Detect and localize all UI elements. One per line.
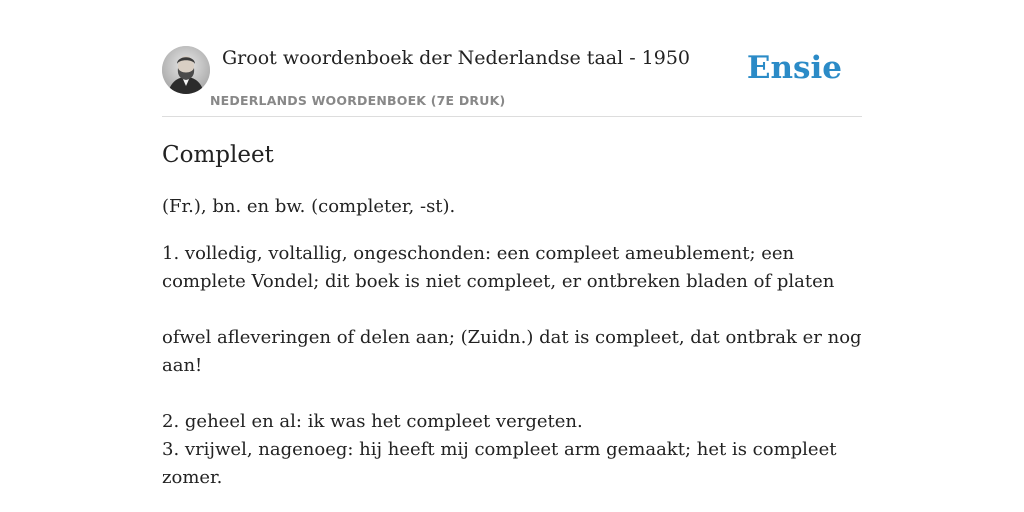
brand-logo-link[interactable]: Ensie: [746, 50, 842, 86]
paragraph-gap: [162, 296, 862, 324]
definition-line: 1. volledig, voltallig, ongeschonden: een compleet ameublement; een complete Vondel; dit boek is niet compleet, er ontbreken bladen of platen: [162, 243, 835, 292]
paragraph-gap: [162, 380, 862, 408]
entry-content: [162, 140, 862, 492]
source-subtitle[interactable]: NEDERLANDS WOORDENBOEK (7E DRUK): [210, 93, 506, 108]
grammar-info: (Fr.), bn. en bw. (completer, -st).: [162, 196, 456, 217]
definition: [162, 240, 862, 492]
definition-line: ofwel afleveringen of delen aan; (Zuidn.) dat is compleet, dat ontbrak er nog aan!: [162, 327, 862, 376]
definition-line: 3. vrijwel, nagenoeg: hij heeft mij compleet arm gemaakt; het is compleet zomer.: [162, 439, 837, 488]
source-header: [162, 46, 862, 117]
entry-title: Compleet: [162, 142, 274, 168]
source-title[interactable]: Groot woordenboek der Nederlandse taal - 1950: [222, 47, 691, 69]
portrait-avatar-icon[interactable]: [162, 46, 210, 94]
definition-line: 2. geheel en al: ik was het compleet vergeten.: [162, 411, 583, 432]
